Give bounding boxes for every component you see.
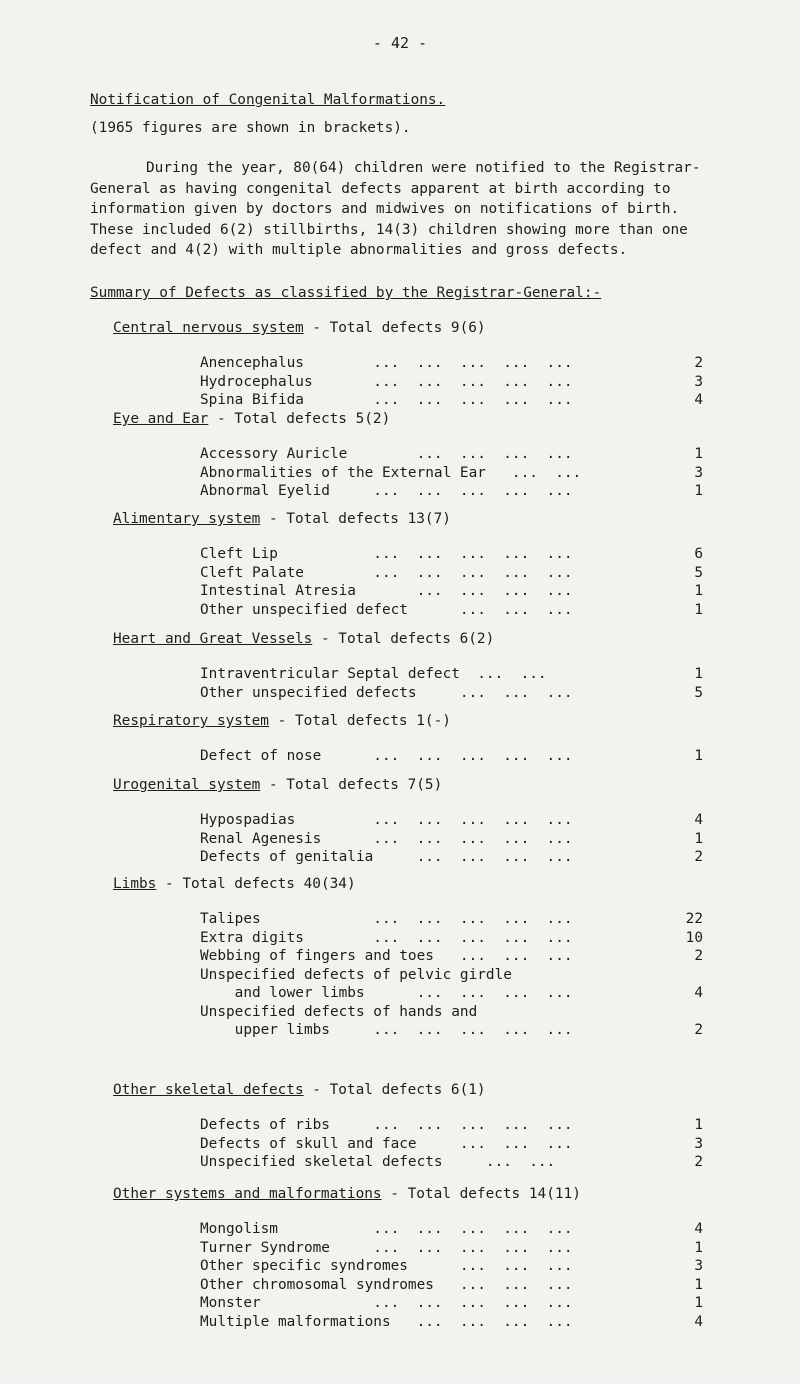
defect-count: 1 <box>694 446 703 462</box>
section-heart-and-great-vessels <box>113 629 703 702</box>
defect-count: 2 <box>694 948 703 964</box>
defect-count: 1 <box>694 1117 703 1133</box>
section-heading <box>113 509 703 529</box>
defect-label: Renal Agenesis ... ... ... ... ... <box>200 830 573 847</box>
document-subtitle: (1965 figures are shown in brackets). <box>90 120 411 136</box>
defect-count: 1 <box>694 1239 703 1256</box>
section-heading <box>113 409 703 429</box>
defect-row <box>113 947 703 966</box>
section-total: - Total defects 14(11) <box>390 1186 581 1202</box>
defect-label: Intestinal Atresia ... ... ... ... <box>200 583 573 599</box>
defect-row <box>113 1116 703 1135</box>
defect-row <box>113 848 703 867</box>
defect-label: Webbing of fingers and toes ... ... ... <box>200 948 573 964</box>
section-name: Limbs <box>113 876 157 892</box>
defect-count: 6 <box>694 546 703 562</box>
defect-row <box>113 684 703 703</box>
defect-label: Other specific syndromes ... ... ... <box>200 1258 573 1274</box>
defect-label: Hypospadias ... ... ... ... ... <box>200 812 573 828</box>
intro-paragraph: During the year, 80(64) children were notified to the Registrar-General as having congenital defects apparent at birth according to information given by doctors and midwives on notifications of birth. These included 6(2) stillbirths, 14(3) children showing more than one defect and 4(2) with multiple abnormalities and gross defects. <box>90 160 701 258</box>
summary-heading: Summary of Defects as classified by the Registrar-General:- <box>90 285 602 301</box>
defect-list <box>113 445 703 501</box>
section-total: - Total defects 6(2) <box>320 631 495 647</box>
section-total: - Total defects 40(34) <box>165 876 356 892</box>
defect-row <box>113 1003 703 1040</box>
defect-label: Defect of nose ... ... ... ... ... <box>200 748 573 764</box>
defect-list <box>113 354 703 410</box>
defect-count: 3 <box>694 373 703 390</box>
defect-count: 5 <box>694 564 703 581</box>
defect-count: 1 <box>694 1295 703 1311</box>
defect-label: Intraventricular Septal defect ... ... <box>200 666 547 682</box>
defect-count: 4 <box>694 1313 703 1330</box>
defect-count: 3 <box>694 1135 703 1152</box>
defect-row <box>113 1153 703 1172</box>
defect-row <box>113 1294 703 1313</box>
defect-label: Accessory Auricle ... ... ... ... <box>200 446 573 462</box>
section-name: Alimentary system <box>113 511 261 527</box>
defect-count: 2 <box>694 1022 703 1038</box>
defect-count: 1 <box>694 583 703 599</box>
defect-row <box>113 1313 703 1332</box>
section-eye-and-ear <box>113 409 703 501</box>
defect-label: Extra digits ... ... ... ... ... <box>200 929 573 946</box>
defect-list <box>113 811 703 867</box>
defect-label: Other chromosomal syndromes ... ... ... <box>200 1276 573 1293</box>
section-total: - Total defects 5(2) <box>216 411 391 427</box>
section-heading <box>113 629 703 649</box>
defect-label: Hydrocephalus ... ... ... ... ... <box>200 373 573 390</box>
section-central-nervous-system <box>113 318 703 410</box>
defect-label: Turner Syndrome ... ... ... ... ... <box>200 1239 573 1256</box>
defect-label: Defects of skull and face ... ... ... <box>200 1135 573 1152</box>
defect-row <box>113 747 703 766</box>
defect-list <box>113 1116 703 1172</box>
defect-row <box>113 354 703 373</box>
defect-label: Cleft Lip ... ... ... ... ... <box>200 546 573 562</box>
defect-label: Spina Bifida ... ... ... ... ... <box>200 392 573 408</box>
defect-count: 4 <box>694 985 703 1001</box>
defect-label: Unspecified skeletal defects ... ... <box>200 1154 556 1170</box>
section-name: Urogenital system <box>113 777 261 793</box>
section-name: Other skeletal defects <box>113 1082 304 1098</box>
defect-label: Talipes ... ... ... ... ... <box>200 911 573 927</box>
section-heading <box>113 1184 703 1204</box>
defect-list <box>113 545 703 619</box>
defect-row <box>113 811 703 830</box>
defect-label: Abnormalities of the External Ear ... ... <box>200 464 582 481</box>
section-heading <box>113 874 703 894</box>
defect-count: 2 <box>694 1154 703 1170</box>
section-heading <box>113 1080 703 1100</box>
section-name: Eye and Ear <box>113 411 209 427</box>
section-other-systems-and-malformations <box>113 1184 703 1331</box>
section-heading <box>113 318 703 338</box>
section-total: - Total defects 7(5) <box>268 777 443 793</box>
defect-list <box>113 1220 703 1331</box>
section-heading <box>113 711 703 731</box>
section-total: - Total defects 1(-) <box>277 713 451 729</box>
defect-label: Other unspecified defects ... ... ... <box>200 684 573 701</box>
defect-row <box>113 601 703 620</box>
defect-count: 3 <box>694 464 703 481</box>
section-limbs <box>113 874 703 1040</box>
defect-count: 2 <box>694 355 703 371</box>
defect-row <box>113 582 703 601</box>
defect-label: Multiple malformations ... ... ... ... <box>200 1313 573 1330</box>
defect-count: 1 <box>694 830 703 847</box>
defect-count: 4 <box>694 812 703 828</box>
defect-count: 10 <box>685 929 703 946</box>
defect-label: Abnormal Eyelid ... ... ... ... ... <box>200 483 573 499</box>
defect-row <box>113 464 703 483</box>
section-alimentary-system <box>113 509 703 619</box>
section-other-skeletal-defects <box>113 1080 703 1172</box>
defect-label: Defects of genitalia ... ... ... ... <box>200 849 573 865</box>
defect-row <box>113 373 703 392</box>
defect-count: 2 <box>694 849 703 865</box>
defect-row <box>113 445 703 464</box>
defect-row <box>113 830 703 849</box>
defect-label: Defects of ribs ... ... ... ... ... <box>200 1117 573 1133</box>
section-heading <box>113 775 703 795</box>
defect-count: 1 <box>694 666 703 682</box>
defect-label: Cleft Palate ... ... ... ... ... <box>200 564 573 581</box>
defect-row <box>113 391 703 410</box>
defect-row <box>113 1239 703 1258</box>
defect-row <box>113 1276 703 1295</box>
defect-count: 5 <box>694 684 703 701</box>
section-total: - Total defects 6(1) <box>312 1082 486 1098</box>
section-total: - Total defects 9(6) <box>312 320 486 336</box>
defect-row <box>113 1220 703 1239</box>
document-title: Notification of Congenital Malformations. <box>90 92 446 108</box>
section-name: Heart and Great Vessels <box>113 631 313 647</box>
defect-row <box>113 966 703 1003</box>
defect-label: Unspecified defects of pelvic girdle and lower limbs ... ... ... ... <box>200 966 573 1001</box>
defect-count: 4 <box>694 1221 703 1237</box>
defect-count: 1 <box>694 748 703 764</box>
defect-row <box>113 1135 703 1154</box>
section-respiratory-system <box>113 711 703 766</box>
section-name: Central nervous system <box>113 320 304 336</box>
defect-label: Anencephalus ... ... ... ... ... <box>200 355 573 371</box>
defect-count: 22 <box>685 911 703 927</box>
defect-count: 1 <box>694 1276 703 1293</box>
defect-list <box>113 910 703 1040</box>
defect-row <box>113 482 703 501</box>
page-number: - 42 - <box>372 34 428 52</box>
defect-list <box>113 747 703 766</box>
defect-label: Monster ... ... ... ... ... <box>200 1295 573 1311</box>
defect-count: 1 <box>694 601 703 618</box>
defect-label: Unspecified defects of hands and upper limbs ... ... ... ... ... <box>200 1003 573 1038</box>
defect-label: Mongolism ... ... ... ... ... <box>200 1221 573 1237</box>
defect-row <box>113 545 703 564</box>
defect-count: 3 <box>694 1258 703 1274</box>
section-name: Other systems and malformations <box>113 1186 382 1202</box>
defect-count: 1 <box>694 483 703 499</box>
defect-row <box>113 665 703 684</box>
defect-label: Other unspecified defect ... ... ... <box>200 601 573 618</box>
defect-row <box>113 1257 703 1276</box>
defect-row <box>113 910 703 929</box>
section-name: Respiratory system <box>113 713 269 729</box>
defect-row <box>113 929 703 948</box>
defect-list <box>113 665 703 702</box>
section-total: - Total defects 13(7) <box>268 511 451 527</box>
defect-count: 4 <box>694 392 703 408</box>
section-urogenital-system <box>113 775 703 867</box>
defect-row <box>113 564 703 583</box>
